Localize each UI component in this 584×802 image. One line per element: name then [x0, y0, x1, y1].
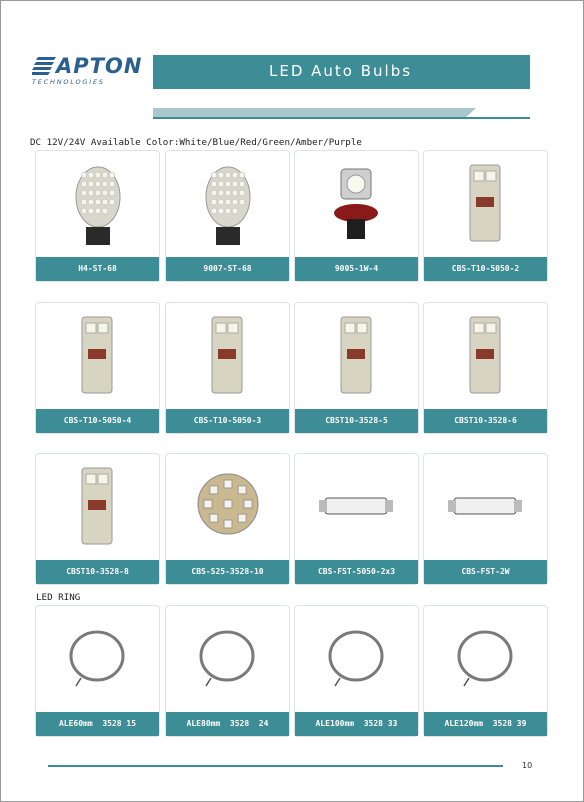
brand-logo: [32, 54, 142, 90]
footer-divider: [48, 765, 503, 767]
product-label: 9005-1W-4: [295, 257, 418, 281]
product-card: [294, 453, 419, 585]
product-label: CBS-S25-3528-10: [166, 560, 289, 584]
product-label: CBS-T10-5050-2: [424, 257, 547, 281]
product-card: [423, 150, 548, 282]
led-ring-icon: [424, 606, 547, 710]
logo-stripes-icon: [32, 57, 56, 75]
led-ring-icon: [166, 606, 289, 710]
cluster-bulb-icon: [36, 151, 159, 255]
wedge-bulb-icon: [36, 303, 159, 407]
product-card: [423, 453, 548, 585]
page-number: 10: [522, 761, 533, 770]
spec-line: DC 12V/24V Available Color:White/Blue/Red/Green/Amber/Purple: [30, 137, 362, 148]
product-label: CBST10-3528-8: [36, 560, 159, 584]
header-bar: [153, 55, 530, 89]
product-label: 9007-ST-68: [166, 257, 289, 281]
product-card: [294, 302, 419, 434]
product-label: CBS-T10-5050-3: [166, 409, 289, 433]
product-card: [423, 302, 548, 434]
ring-label: ALE80mm 3528 24: [166, 712, 289, 736]
product-card: [165, 453, 290, 585]
wedge-bulb-icon: [424, 303, 547, 407]
product-card: [165, 302, 290, 434]
cluster-bulb-icon: [166, 151, 289, 255]
led-ring-icon: [295, 606, 418, 710]
product-label: CBS-T10-5050-4: [36, 409, 159, 433]
brand-name: APTON: [56, 54, 143, 78]
wedge-bulb-icon: [295, 303, 418, 407]
ring-label: ALE100mm 3528 33: [295, 712, 418, 736]
festoon-bulb-icon: [424, 454, 547, 558]
product-label: CBS-FST-5050-2x3: [295, 560, 418, 584]
wedge-bulb-icon: [166, 303, 289, 407]
wedge-bulb-icon: [424, 151, 547, 255]
ring-label: ALE60mm 3528 15: [36, 712, 159, 736]
wedge-bulb-icon: [36, 454, 159, 558]
header-accent: [153, 108, 476, 117]
festoon-bulb-icon: [295, 454, 418, 558]
product-label: CBST10-3528-5: [295, 409, 418, 433]
ring-card: [35, 605, 160, 737]
brand-tagline: TECHNOLOGIES: [32, 78, 105, 86]
ring-card: [423, 605, 548, 737]
product-card: [35, 150, 160, 282]
ring-label: ALE120mm 3528 39: [424, 712, 547, 736]
ring-card: [294, 605, 419, 737]
product-label: CBS-FST-2W: [424, 560, 547, 584]
product-label: H4-ST-68: [36, 257, 159, 281]
header-divider: [153, 117, 530, 119]
section-led-ring: LED RING: [36, 592, 81, 603]
page-title: LED Auto Bulbs: [269, 62, 413, 80]
product-card: [165, 150, 290, 282]
product-label: CBST10-3528-6: [424, 409, 547, 433]
round-bulb-icon: [166, 454, 289, 558]
product-card: [35, 302, 160, 434]
led-ring-icon: [36, 606, 159, 710]
power-bulb-icon: [295, 151, 418, 255]
ring-card: [165, 605, 290, 737]
product-card: [294, 150, 419, 282]
product-card: [35, 453, 160, 585]
